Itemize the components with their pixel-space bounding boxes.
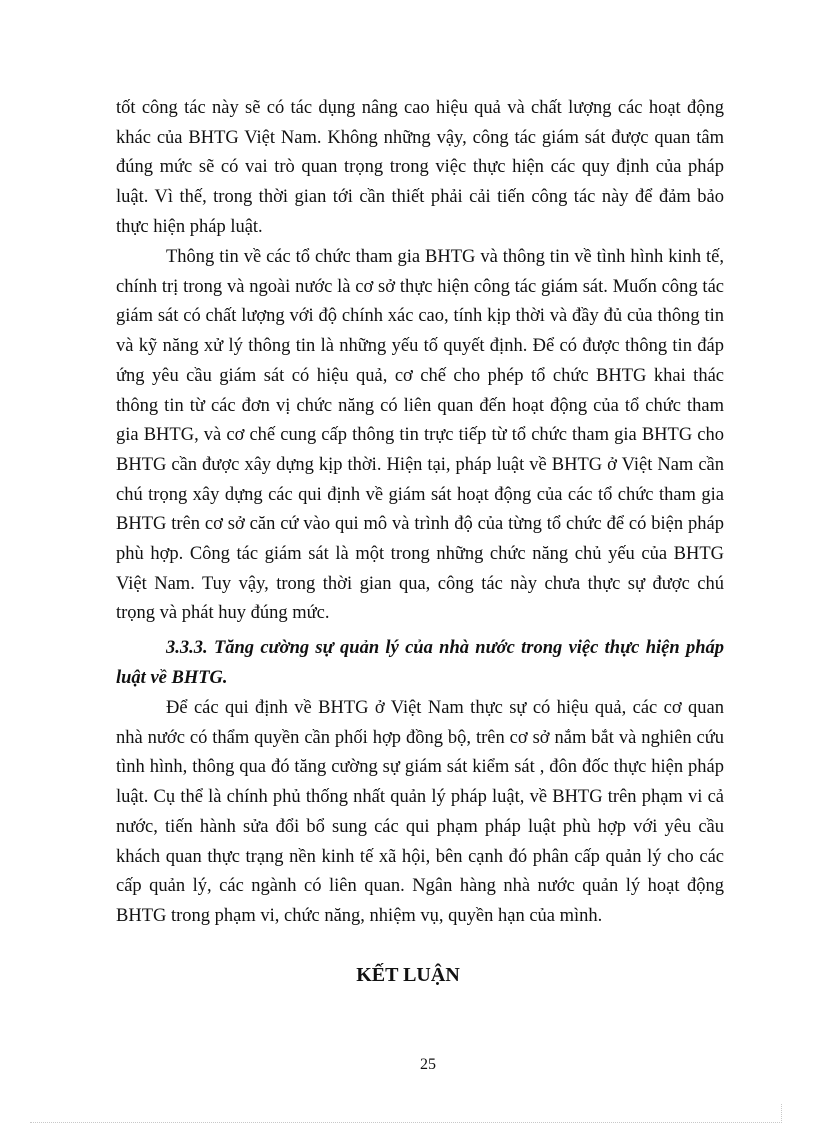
conclusion-title: KẾT LUẬN — [356, 964, 460, 986]
section-heading-3-3-3: 3.3.3. Tăng cường sự quản lý của nhà nước trong việc thực hiện pháp luật về BHTG. — [116, 638, 724, 688]
page-border-right — [781, 1104, 782, 1123]
paragraph-state-management: Để các qui định về BHTG ở Việt Nam thực sự có hiệu quả, các cơ quan nhà nước có thẩm quyền cần phối hợp đồng bộ, trên cơ sở nắm bắt và nghiên cứu tình hình, thông qua đó tăng cường sự giám sát kiểm sát , đôn đốc thực hiện pháp luật. Cụ thể là chính phủ thống nhất quản lý pháp luật, về BHTG trên phạm vi cả nước, tiến hành sửa đổi bổ sung các qui phạm pháp luật phù hợp với yêu cầu khách quan thực trạng nền kinh tế xã hội, bên cạnh đó phân cấp quản lý cho các cấp quản lý, các ngành có liên quan. Ngân hàng nhà nước quản lý hoạt động BHTG trong phạm vi, chức năng, nhiệm vụ, quyền hạn của mình. — [116, 698, 724, 926]
page-number: 25 — [420, 1056, 436, 1073]
paragraph-information-supervision: Thông tin về các tổ chức tham gia BHTG và thông tin về tình hình kinh tế, chính trị trong và ngoài nước là cơ sở thực hiện công tác giám sát. Muốn công tác giám sát có chất lượng với độ chính xác cao, tính kịp thời và đầy đủ của thông tin và kỹ năng xử lý thông tin là những yếu tố quyết định. Để có được thông tin đáp ứng yêu cầu giám sát có hiệu quả, cơ chế cho phép tổ chức BHTG khai thác thông tin từ các đơn vị chức năng có liên quan đến hoạt động của tổ chức tham gia BHTG, và cơ chế cung cấp thông tin trực tiếp từ tổ chức tham gia BHTG cho BHTG cần được xây dựng kịp thời. Hiện tại, pháp luật về BHTG ở Việt Nam cần chú trọng xây dựng các qui định về giám sát hoạt động của các tổ chức tham gia BHTG trên cơ sở căn cứ vào qui mô và trình độ của từng tổ chức để có biện pháp phù hợp. Công tác giám sát là một trong những chức năng chủ yếu của BHTG Việt Nam. Tuy vậy, trong thời gian qua, công tác này chưa thực sự được chú trọng và phát huy đúng mức. — [116, 247, 724, 624]
paragraph-continuation: tốt công tác này sẽ có tác dụng nâng cao hiệu quả và chất lượng các hoạt động khác của BHTG Việt Nam. Không những vậy, công tác giám sát được quan tâm đúng mức sẽ có vai trò quan trọng trong việc thực hiện các quy định của pháp luật. Vì thế, trong thời gian tới cần thiết phải cải tiến công tác này để đảm bảo thực hiện pháp luật. — [116, 98, 724, 237]
